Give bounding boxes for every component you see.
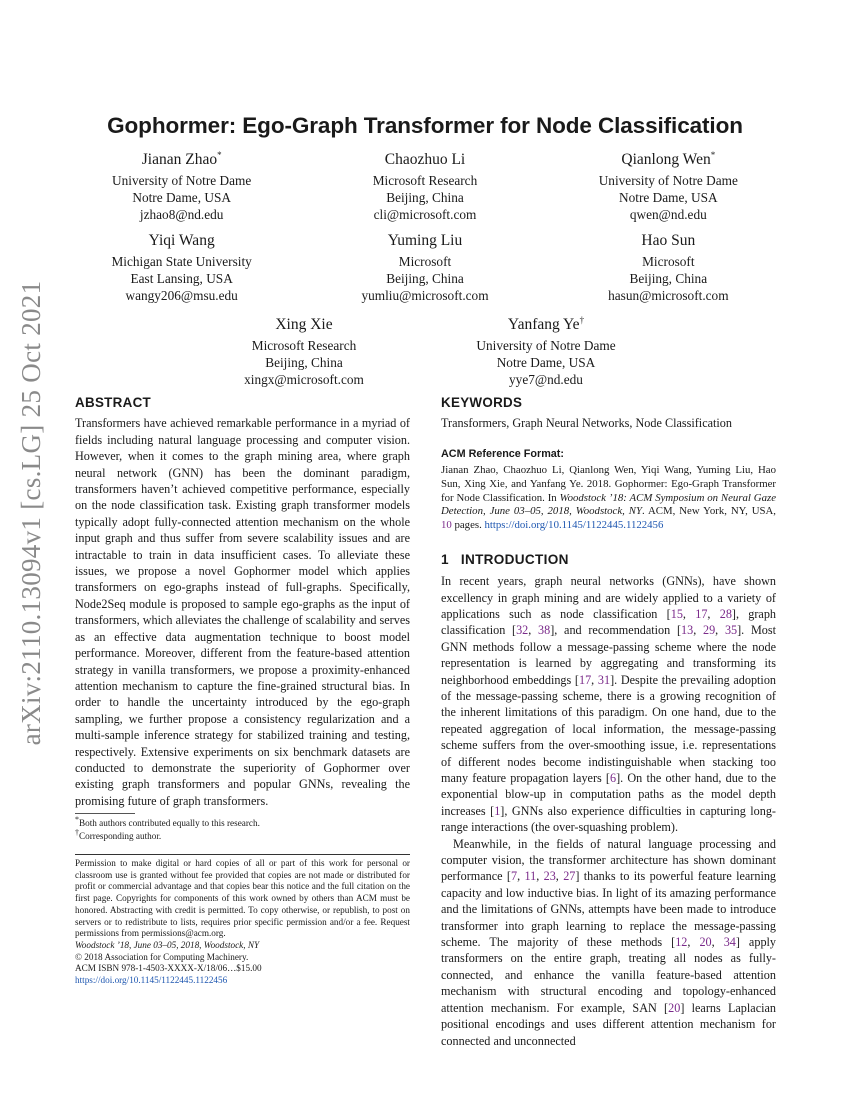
citation-link[interactable]: 12 [675,935,688,950]
citation-link[interactable]: 20 [668,1000,681,1015]
author-affiliation: Michigan State University [111,254,252,269]
author-name: Yuming Liu [387,232,463,249]
footnote-mark: * [75,814,79,824]
author-email: yye7@nd.edu [509,372,583,387]
author-location: Notre Dame, USA [496,355,596,370]
footnote-equal [75,814,410,830]
author-name: Hao Sun [641,232,696,249]
intro-text-run: ]. On the other hand, due to the exponential blow-up in computation paths as the model depth increases [ [441,771,776,818]
author-row-3 [60,315,790,388]
intro-text-run: , [687,935,700,950]
citation-link[interactable]: 11 [524,869,537,884]
citation-link[interactable]: 15 [670,606,683,621]
author-affiliation: University of Notre Dame [598,173,738,188]
citation-link[interactable]: 23 [543,869,556,884]
citation-link[interactable]: 38 [538,623,551,638]
footnote-mark: † [75,827,79,837]
intro-text-run: ] learns Laplacian positional encodings and uses different attention mechanism for connected and unconnected [441,1000,776,1048]
citation-link[interactable]: 27 [563,869,576,884]
intro-text-run: ] apply transformers on the entire graph, treating all nodes as fully-connected, and enhance the vanilla feature-based attention mechanism with structural encoding and topology-enhanced attention mechanism. For example, SAN [ [441,935,777,1015]
author-name: Yanfang Ye [507,316,580,333]
author [60,231,303,304]
author-affiliation: Microsoft Research [251,338,357,353]
author-location: Beijing, China [265,355,343,370]
arxiv-stamp-text: arXiv:2110.13094v1 [cs.LG] 25 Oct 2021 [15,280,46,746]
intro-text-run: , [528,623,539,638]
doi-link[interactable]: https://doi.org/10.1145/1122445.1122456 [75,975,228,986]
author-email: cli@microsoft.com [373,207,477,222]
citation-link[interactable]: 31 [597,672,611,687]
author-location: Beijing, China [629,271,708,286]
author [547,150,790,223]
intro-paragraph-2 [441,836,776,1049]
page-count-link[interactable]: 10 [441,519,452,532]
intro-text-run: , [536,869,544,884]
author-affiliation: Microsoft [642,254,695,269]
citation-link[interactable]: 13 [681,623,694,638]
citation-link[interactable]: 34 [723,935,736,950]
paper-title: Gophormer: Ego-Graph Transformer for Node Classification [107,113,743,138]
author-email: qwen@nd.edu [629,207,707,222]
author [547,231,790,304]
permission-block [75,854,410,987]
author-email: xingx@microsoft.com [244,372,364,387]
intro-text-run: , [715,623,725,638]
intro-text-run: ], and recommendation [ [550,623,682,638]
footnote-text: Corresponding author. [79,830,162,841]
intro-text-run: ] thanks to its powerful feature learning capacity and low inductive bias. In light of its amazing performance and the limitations of GNNs, attempts have been made to introduce transformer into graph learning to replace the message-passing scheme. The majority of these methods [ [441,869,777,950]
citation-link[interactable]: 17 [578,672,592,687]
left-column [75,394,410,809]
author-location: Beijing, China [386,271,464,286]
citation-link[interactable]: 35 [724,623,738,638]
isbn-line: ACM ISBN 978-1-4503-XXXX-X/18/06…$15.00 [75,963,262,974]
intro-text-run: , [517,869,525,884]
citation-link[interactable]: 29 [702,623,716,638]
permission-rule [75,854,410,855]
author [303,150,546,223]
author-row-2 [60,231,790,304]
intro-text-run: ]. Most GNN methods follow a message-passing scheme where the node representation is learned by aggregating and transforming its neighborhood embeddings [ [441,623,777,687]
author [425,315,667,388]
acm-ref-venue: Woodstock ’18: ACM Symposium on Neural Gaze Detection, June 03–05, 2018, Woodstock, NY [441,491,776,518]
author-affiliation: University of Notre Dame [476,338,616,353]
citation-link[interactable]: 6 [610,771,617,786]
intro-heading [441,552,776,568]
author-email: wangy206@msu.edu [125,288,238,303]
author-location: East Lansing, USA [130,271,233,286]
footnotes [75,813,410,842]
footnote-rule [75,813,135,814]
author-location: Notre Dame, USA [619,190,718,205]
intro-paragraph-1 [441,573,776,836]
author-email: hasun@microsoft.com [608,288,729,303]
author-affiliation: University of Notre Dame [112,173,252,188]
acm-ref-doi-link[interactable]: https://doi.org/10.1145/1122445.1122456 [484,519,664,532]
author-name: Yiqi Wang [148,232,215,249]
venue-line: Woodstock ’18, June 03–05, 2018, Woodstock, NY [75,939,260,950]
author [60,150,303,223]
keywords-text: Transformers, Graph Neural Networks, Node Classification [441,416,732,431]
citation-link[interactable]: 7 [510,869,518,884]
intro-text-run: ], GNNs also experience difficulties in capturing long-range interactions (the over-squashing problem). [441,803,776,835]
section-title: INTRODUCTION [460,551,569,567]
copyright-line: © 2018 Association for Computing Machinery. [75,951,249,962]
intro-text-run: , [707,606,720,621]
section-number: 1 [441,551,449,567]
author [183,315,425,388]
citation-link[interactable]: 32 [516,623,529,638]
citation-link[interactable]: 17 [695,606,708,621]
intro-text-run: ]. Despite the prevailing adoption of the message-passing scheme, there is a growing recognition of the inherent limitations of this paradigm. On one hand, due to the repeated aggregation of local information, the message-passing scheme suffers from the over-smoothing issue, i.e. representations of different nodes become indistinguishable when stacking too many feature propagation layers [ [441,672,777,786]
intro-text-run: ], graph classification [ [441,606,777,638]
citation-link[interactable]: 28 [719,606,732,621]
intro-text-run: , [711,935,724,950]
author-mark: * [217,149,222,160]
abstract-text: Transformers have achieved remarkable performance in a myriad of fields including natural language processing and computer vision. However, when it comes to the graph mining area, where graph neural network (GNN) has been the dominant paradigm, transformers haven’t achieved competitive performance, especially on the node classification task. Existing graph transformer models typically adopt fully-connected attention mechanism on the whole input graph and thus suffer from severe scalability issues and are intractable to train in data insufficient cases. To alleviate these issues, we propose a novel Gophormer model which applies transformers on ego-graphs instead of full-graphs. Specifically, Node2Seq module is proposed to sample ego-graphs as the input of transformers, which alleviates the challenge of scalability and serves as an effective data augmentation technique to boost model performance. Moreover, different from the feature-based attention strategy in vanilla transformers, we propose a proximity-enhanced attention mechanism to capture the fine-grained structural bias. In order to handle the uncertainty introduced by the ego-graph sampling, we further propose a consistency regularization and a multi-sample inference strategy for stabilized training and testing, respectively. Extensive experiments on six benchmark datasets are conducted to demonstrate the superiority of Gophormer over existing graph transformers and popular GNNs, revealing the promising future of graph transformers. [75,416,410,808]
intro-text-run: , [693,623,703,638]
author-mark: † [579,314,585,325]
acm-ref-publisher: . ACM, New York, NY, USA, [641,505,776,518]
author-email: jzhao8@nd.edu [139,207,224,222]
author-name: Xing Xie [275,316,333,333]
author-affiliation: Microsoft Research [372,173,478,188]
permission-text: Permission to make digital or hard copies of all or part of this work for personal or classroom use is granted without fee provided that copies are not made or distributed for profit or commercial advantage and that copies bear this notice and the full citation on the first page. Copyrights for components of this work owned by others than ACM must be honored. Abstracting with credit is permitted. To copy otherwise, or republish, to post on servers or to redistribute to lists, requires prior specific permission and/or a fee. Request permissions from permissions@acm.org. [75,858,410,939]
citation-link[interactable]: 1 [494,803,501,818]
arxiv-stamp [6,0,56,1100]
citation-link[interactable]: 20 [699,935,712,950]
author-email: yumliu@microsoft.com [361,288,489,303]
author-mark: * [710,149,716,160]
footnote-text: Both authors contributed equally to this research. [79,818,260,828]
author-name: Jianan Zhao [141,151,218,168]
footnote-corresponding [75,827,410,843]
intro-text-run: Meanwhile, in the fields of natural language processing and computer vision, the transformer architecture has shown dominant performance [ [441,836,776,884]
acm-ref-pages-label: pages. [451,519,485,532]
acm-ref-authors: Jianan Zhao, Chaozhuo Li, Qianlong Wen, Yiqi Wang, Yuming Liu, Hao Sun, Xing Xie, and Yanfang Ye. 2018. Gophormer: Ego-Graph Transformer for Node Classification. In [441,464,776,504]
author-name: Qianlong Wen [621,151,711,168]
author-location: Notre Dame, USA [132,190,231,205]
author-name: Chaozhuo Li [384,151,466,168]
intro-text-run: , [591,672,598,687]
author [303,231,546,304]
author-affiliation: Microsoft [398,254,452,269]
intro-text-run: , [682,606,696,621]
keywords-heading: KEYWORDS [441,395,523,410]
intro-text-run: In recent years, graph neural networks (GNNs), have shown excellency in graph mining and are widely applied to a variety of applications such as node classification [ [441,574,776,621]
acm-reference-text [441,464,776,533]
acm-reference-heading: ACM Reference Format: [441,447,564,460]
intro-text-run: , [555,869,564,884]
author-row-1 [60,150,790,223]
right-column [441,394,776,1049]
abstract-heading: ABSTRACT [75,395,152,410]
author-location: Beijing, China [386,190,464,205]
